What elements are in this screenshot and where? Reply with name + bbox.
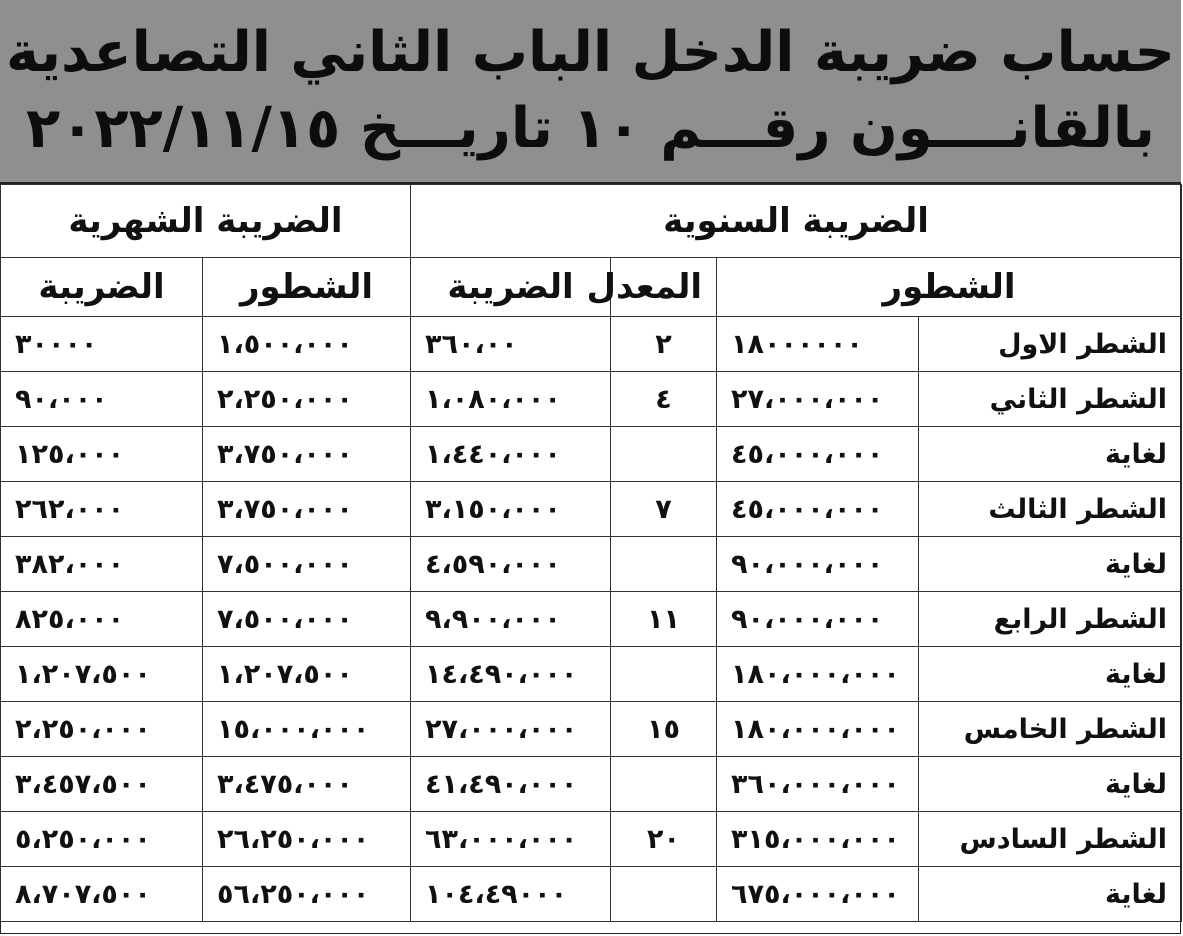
bracket-label-cell: لغاية: [919, 647, 1182, 702]
monthly-tax-header: الضريبة: [1, 258, 203, 317]
annual-tax-cell: ٣،١٥٠،٠٠٠: [411, 482, 611, 537]
bracket-label-cell: الشطر الاول: [919, 317, 1182, 372]
bracket-label-cell: الشطر الرابع: [919, 592, 1182, 647]
table-row: [1, 317, 1182, 372]
annual-bracket-cell: ١٨٠،٠٠٠،٠٠٠: [717, 647, 919, 702]
rate-cell: [611, 867, 717, 922]
bracket-label-cell: الشطر الثالث: [919, 482, 1182, 537]
rate-cell: [611, 427, 717, 482]
annual-tax-cell: ٩،٩٠٠،٠٠٠: [411, 592, 611, 647]
annual-tax-cell: ٤،٥٩٠،٠٠٠: [411, 537, 611, 592]
annual-tax-cell: ١٤،٤٩٠،٠٠٠: [411, 647, 611, 702]
bracket-label-cell: لغاية: [919, 757, 1182, 812]
tax-table: [0, 184, 1182, 922]
monthly-tax-cell: ٥،٢٥٠،٠٠٠: [1, 812, 203, 867]
rate-cell: ٤: [611, 372, 717, 427]
monthly-bracket-cell: ٣،٧٥٠،٠٠٠: [203, 427, 411, 482]
rate-cell: [611, 537, 717, 592]
annual-bracket-cell: ٣١٥،٠٠٠،٠٠٠: [717, 812, 919, 867]
annual-tax-cell: ١٠٤،٤٩٠٠٠: [411, 867, 611, 922]
table-row: [1, 867, 1182, 922]
bracket-label-cell: الشطر الخامس: [919, 702, 1182, 757]
annual-bracket-cell: ٢٧،٠٠٠،٠٠٠: [717, 372, 919, 427]
monthly-bracket-cell: ١،٥٠٠،٠٠٠: [203, 317, 411, 372]
monthly-bracket-cell: ٣،٧٥٠،٠٠٠: [203, 482, 411, 537]
table-row: [1, 482, 1182, 537]
annual-bracket-cell: ٩٠،٠٠٠،٠٠٠: [717, 592, 919, 647]
table-row: [1, 702, 1182, 757]
table-row: [1, 427, 1182, 482]
annual-brackets-header: الشطور: [717, 258, 1182, 317]
bracket-label-cell: الشطر الثاني: [919, 372, 1182, 427]
annual-tax-cell: ١،٤٤٠،٠٠٠: [411, 427, 611, 482]
annual-bracket-cell: ٩٠،٠٠٠،٠٠٠: [717, 537, 919, 592]
monthly-tax-cell: ٣٠٠٠٠: [1, 317, 203, 372]
annual-bracket-cell: ٤٥،٠٠٠،٠٠٠: [717, 427, 919, 482]
monthly-bracket-cell: ١٥،٠٠٠،٠٠٠: [203, 702, 411, 757]
monthly-bracket-cell: ٢،٢٥٠،٠٠٠: [203, 372, 411, 427]
rate-cell: ٢: [611, 317, 717, 372]
monthly-bracket-cell: ١،٢٠٧،٥٠٠: [203, 647, 411, 702]
rate-cell: [611, 647, 717, 702]
rate-cell: ١١: [611, 592, 717, 647]
bracket-label-cell: لغاية: [919, 427, 1182, 482]
monthly-bracket-cell: ٥٦،٢٥٠،٠٠٠: [203, 867, 411, 922]
bracket-label-cell: لغاية: [919, 537, 1182, 592]
monthly-tax-cell: ٨،٧٠٧،٥٠٠: [1, 867, 203, 922]
tax-table-body: [1, 317, 1182, 922]
annual-tax-cell: ١،٠٨٠،٠٠٠: [411, 372, 611, 427]
annual-bracket-cell: ١٨٠،٠٠٠،٠٠٠: [717, 702, 919, 757]
annual-bracket-cell: ٦٧٥،٠٠٠،٠٠٠: [717, 867, 919, 922]
monthly-tax-group-header: الضريبة الشهرية: [1, 185, 411, 258]
annual-tax-header: الضريبة: [411, 258, 611, 317]
rate-cell: ٢٠: [611, 812, 717, 867]
monthly-brackets-header: الشطور: [203, 258, 411, 317]
annual-tax-group-header: الضريبة السنوية: [411, 185, 1182, 258]
annual-tax-cell: ٤١،٤٩٠،٠٠٠: [411, 757, 611, 812]
annual-bracket-cell: ١٨٠٠٠٠٠٠: [717, 317, 919, 372]
bracket-label-cell: لغاية: [919, 867, 1182, 922]
monthly-tax-cell: ١٢٥،٠٠٠: [1, 427, 203, 482]
rate-cell: [611, 757, 717, 812]
annual-bracket-cell: ٣٦٠،٠٠٠،٠٠٠: [717, 757, 919, 812]
annual-tax-cell: ٢٧،٠٠٠،٠٠٠: [411, 702, 611, 757]
title-line-1: حساب ضريبة الدخل الباب الثاني التصاعدية: [6, 20, 1175, 85]
monthly-bracket-cell: ٧،٥٠٠،٠٠٠: [203, 592, 411, 647]
annual-tax-cell: ٣٦٠،٠٠: [411, 317, 611, 372]
table-row: [1, 592, 1182, 647]
annual-bracket-cell: ٤٥،٠٠٠،٠٠٠: [717, 482, 919, 537]
monthly-tax-cell: ٣٨٢،٠٠٠: [1, 537, 203, 592]
monthly-tax-cell: ١،٢٠٧،٥٠٠: [1, 647, 203, 702]
table-row: [1, 647, 1182, 702]
title-line-2: بالقانــــون رقـــم ١٠ تاريـــخ ٢٠٢٢/١١/١٥: [26, 96, 1155, 161]
table-row: [1, 812, 1182, 867]
annual-rate-header: المعدل: [611, 258, 717, 317]
monthly-tax-cell: ٨٢٥،٠٠٠: [1, 592, 203, 647]
table-row: [1, 372, 1182, 427]
title-banner: [0, 0, 1181, 184]
monthly-tax-cell: ٩٠،٠٠٠: [1, 372, 203, 427]
rate-cell: ١٥: [611, 702, 717, 757]
monthly-bracket-cell: ٧،٥٠٠،٠٠٠: [203, 537, 411, 592]
monthly-bracket-cell: ٣،٤٧٥،٠٠٠: [203, 757, 411, 812]
bracket-label-cell: الشطر السادس: [919, 812, 1182, 867]
monthly-tax-cell: ٢٦٢،٠٠٠: [1, 482, 203, 537]
annual-tax-cell: ٦٣،٠٠٠،٠٠٠: [411, 812, 611, 867]
monthly-bracket-cell: ٢٦،٢٥٠،٠٠٠: [203, 812, 411, 867]
table-row: [1, 537, 1182, 592]
table-row: [1, 757, 1182, 812]
monthly-tax-cell: ٣،٤٥٧،٥٠٠: [1, 757, 203, 812]
monthly-tax-cell: ٢،٢٥٠،٠٠٠: [1, 702, 203, 757]
rate-cell: ٧: [611, 482, 717, 537]
